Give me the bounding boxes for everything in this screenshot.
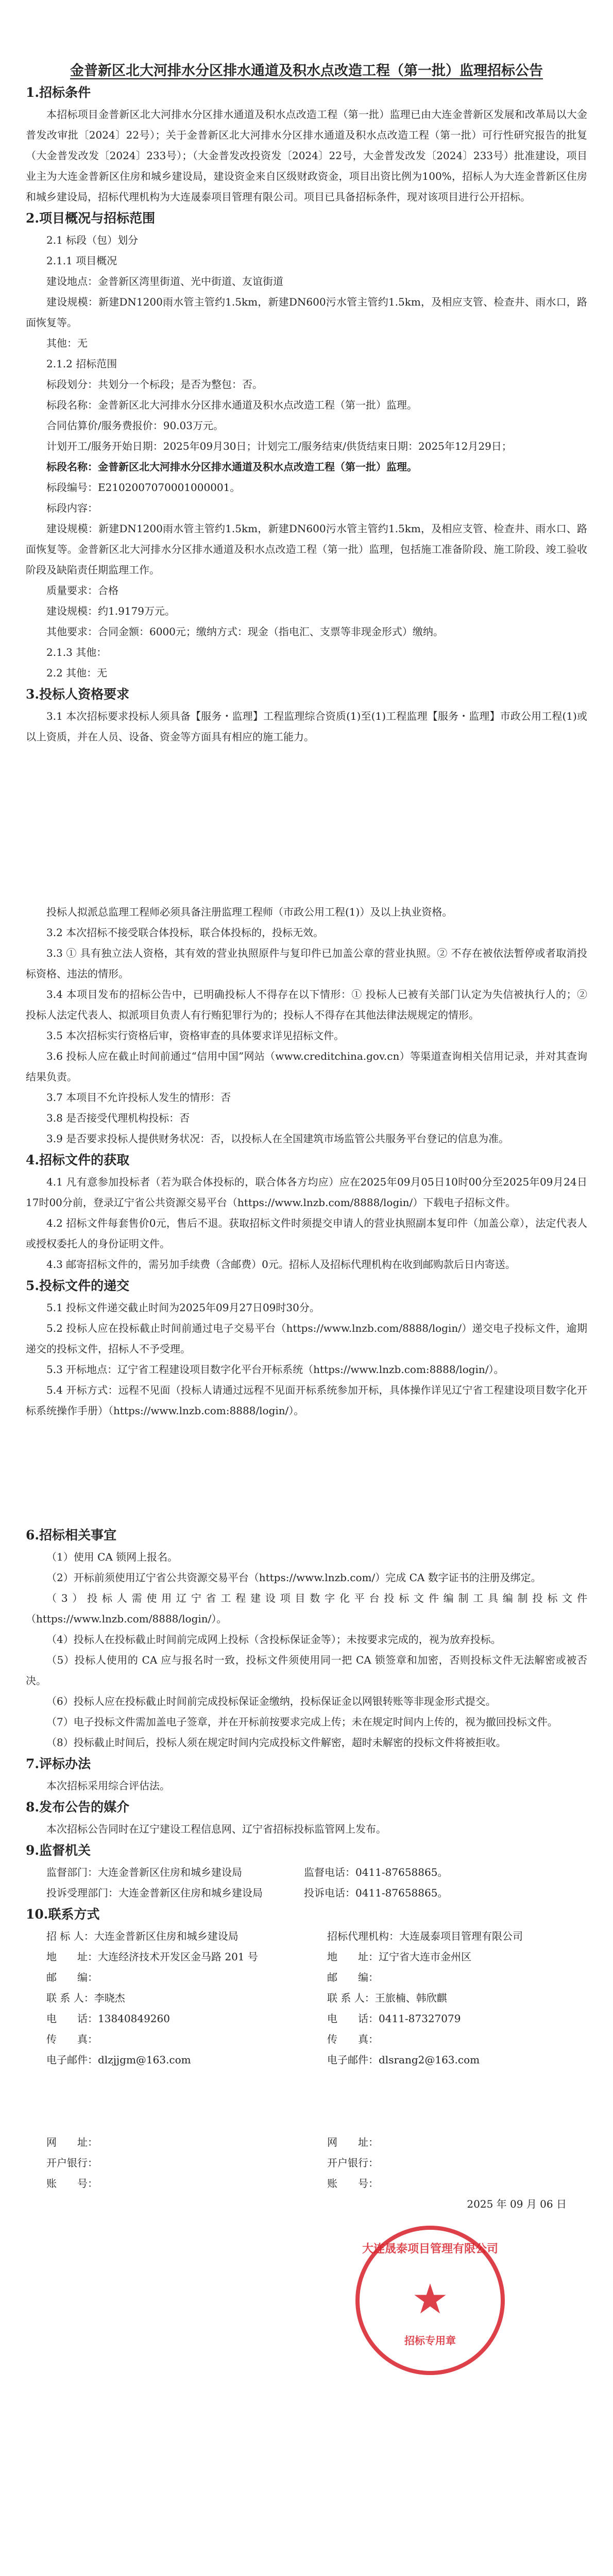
page-title: 金普新区北大河排水分区排水通道及积水点改造工程（第一批）监理招标公告	[70, 63, 543, 79]
s7-p1: 本次招标采用综合评估法。	[46, 1780, 170, 1792]
s2-section-name: 标段名称：金普新区北大河排水分区排水通道及积水点改造工程（第一批）监理。	[46, 399, 417, 411]
contact-grid	[26, 1926, 587, 2070]
s2-content: 标段内容：	[46, 502, 98, 514]
s3-p9: 3.8 是否接受代理机构投标：否	[46, 1112, 190, 1124]
s2-content-detail: 建设规模：新建DN1200雨水管主管约1.5km，新建DN600污水管主管约1.5km，及相应支管、检查井、雨水口、路面恢复等。金普新区北大河排水分区排水通道及积水点改造工程（第一批）监理，包括施工准备阶段、施工阶段、竣工验收阶段及缺陷责任期监理工作。	[26, 522, 587, 576]
section-1-heading: 1.招标条件	[26, 85, 91, 100]
contact-right-4: 电 话：0411-87327079	[327, 2012, 461, 2025]
s5-p2: 5.2 投标人应在投标截止时间前通过电子交易平台（https://www.lnzb.com/8888/login/）递交电子投标文件，逾期递交的投标文件，招标人不予受理。	[26, 1322, 587, 1355]
contact-bank-grid	[26, 2132, 587, 2194]
s3-p2: 投标人拟派总监理工程师必须具备注册监理工程师（市政公用工程(1)）及以上执业资格。	[46, 906, 453, 918]
s2-other-requirements: 其他要求：合同金额：6000元；缴纳方式：现金（指电汇、支票等非现金形式）缴纳。	[46, 625, 444, 638]
s2-period: 计划开工/服务开始日期：2025年09月30日；计划完工/服务结束/供货结束日期：2025年12月29日；	[46, 440, 512, 452]
s6-p7: （7）电子投标文件需加盖电子签章，并在开标前按要求完成上传；未在规定时间内上传的，视为撤回投标文件。	[46, 1716, 558, 1728]
s2-sub1-1: 2.1.1 项目概况	[46, 255, 117, 267]
s3-p1: 3.1 本次招标要求投标人须具备【服务・监理】工程监理综合资质(1)至(1)工程监理【服务・监理】市政公用工程(1)或以上资质，并在人员、设备、资金等方面具有相应的施工能力。	[26, 710, 587, 743]
s2-code: 标段编号：E2102007070001000001。	[46, 481, 241, 494]
s2-bold-section-name: 标段名称：金普新区北大河排水分区排水通道及积水点改造工程（第一批）监理。	[46, 461, 417, 473]
s5-p4: 5.4 开标方式：远程不见面（投标人请通过远程不见面开标系统参加开标，具体操作详见辽宁省工程建设项目数字化开标系统操作手册）（https://www.lnzb.com:8888/login/）。	[26, 1384, 587, 1417]
section-2-heading: 2.项目概况与招标范围	[26, 211, 156, 226]
s5-p1: 5.1 投标文件递交截止时间为2025年09月27日09时30分。	[46, 1301, 320, 1314]
contact-right-0: 招标代理机构：大连晟泰项目管理有限公司	[327, 1930, 523, 1942]
s9-p2: 投诉受理部门：大连金普新区住房和城乡建设局 投诉电话：0411-87658865。	[46, 1887, 448, 1899]
section-7-heading: 7.评标办法	[26, 1756, 91, 1771]
s6-p5: （5）投标人使用的 CA 应与报名时一致，投标文件须使用同一把 CA 锁签章和加密，否则投标文件无法解密或被否决。	[26, 1654, 587, 1687]
s4-p3: 4.3 邮寄招标文件的，需另加手续费（含邮费）0元。招标人及招标代理机构在收到邮购款后日内寄送。	[46, 1258, 516, 1270]
contact-right-5: 传 真：	[327, 2033, 379, 2045]
contact-right-3: 联 系 人：王旅楠、韩欣麒	[327, 1992, 447, 2004]
contact-account-right: 账 号：	[327, 2177, 379, 2190]
contact-left-3: 联 系 人：李晓杰	[46, 1992, 125, 2004]
contact-left-4: 电 话：13840849260	[46, 2012, 170, 2025]
s3-p4: 3.3 ① 具有独立法人资格，其有效的营业执照原件与复印件已加盖公章的营业执照。② 不存在被依法暂停或者取消投标资格、违法的情形。	[26, 947, 587, 980]
section-6-heading: 6.招标相关事宜	[26, 1528, 117, 1543]
s2-section-count: 标段划分：共划分一个标段；是否为整包：否。	[46, 378, 263, 391]
s6-p4: （4）投标人在投标截止时间前完成网上投标（含投标保证金等）；未按要求完成的，视为放弃投标。	[46, 1633, 501, 1646]
section-3-heading: 3.投标人资格要求	[26, 687, 130, 702]
section-5-heading: 5.投标文件的递交	[26, 1278, 130, 1293]
s2-price: 合同估算价/服务费报价：90.03万元。	[46, 419, 224, 432]
s5-p3: 5.3 开标地点：辽宁省工程建设项目数字化平台开标系统（https://www.lnzb.com:8888/login/）。	[46, 1363, 504, 1376]
s4-p1: 4.1 凡有意参加投标者（若为联合体投标的，联合体各方均应）应在2025年09月05日10时00分至2025年09月24日17时00分前，登录辽宁省公共资源交易平台（https://www.lnzb.com/8888/login/）下载电子招标文件。	[26, 1176, 587, 1209]
s4-p2: 4.2 招标文件每套售价0元，售后不退。获取招标文件时须提交申请人的营业执照副本复印件（加盖公章），法定代表人或授权委托人的身份证明文件。	[26, 1217, 587, 1250]
s2-location: 建设地点：金普新区湾里街道、光中街道、友谊街道	[46, 275, 283, 287]
contact-right-1: 地 址：辽宁省大连市金州区	[327, 1951, 471, 1963]
contact-bank: 开户银行：	[46, 2157, 98, 2169]
s8-p1: 本次招标公告同时在辽宁建设工程信息网、辽宁省招标投标监管网上发布。	[46, 1823, 386, 1835]
section-9-heading: 9.监督机关	[26, 1843, 91, 1858]
s3-p3: 3.2 本次招标不接受联合体投标，联合体投标的，投标无效。	[46, 926, 324, 939]
section-1-text: 本招标项目金普新区北大河排水分区排水通道及积水点改造工程（第一批）监理已由大连金普新区发展和改革局以大金普发改审批〔2024〕22号）；关于金普新区北大河排水分区排水通道及积水点改造工程（第一批）可行性研究报告的批复（大金普发改发〔2024〕233号）；（大金普发改投资发〔2024〕22号，大金普发改发〔2024〕233号）批准建设，项目业主为大连金普新区住房和城乡建设局，建设资金来自区级财政资金，项目出资比例为100%，招标人为大连金普新区住房和城乡建设局，招标代理机构为大连晟泰项目管理有限公司。项目已具备招标条件，现对该项目进行公开招标。	[26, 108, 587, 203]
s6-p1: （1）使用 CA 锁网上报名。	[46, 1551, 178, 1563]
s3-p5: 3.4 本项目发布的招标公告中，已明确投标人不得存在以下情形：① 投标人已被有关部门认定为失信被执行人的；② 投标人法定代表人、拟派项目负责人有行贿犯罪行为的；投标人不得存在其他法律法规规定的情形。	[26, 988, 587, 1021]
s2-scale: 建设规模：新建DN1200雨水管主管约1.5km，新建DN600污水管主管约1.5km，及相应支管、检查井、雨水口，路面恢复等。	[26, 296, 587, 329]
announcement	[26, 0, 587, 2214]
s9-p1: 监督部门：大连金普新区住房和城乡建设局 监督电话：0411-87658865。	[46, 1866, 448, 1878]
s6-p3: （3）投标人需使用辽宁省工程建设项目数字化平台投标文件编制工具编制投标文件（https://www.lnzb.com/8888/login/）。	[26, 1592, 587, 1625]
contact-bank-right: 开户银行：	[327, 2157, 379, 2169]
s6-p6: （6）投标人应在投标截止时间前完成投标保证金缴纳，投标保证金以网银转账等非现金形式提交。	[46, 1695, 496, 1707]
s3-p10: 3.9 是否要求投标人提供财务状况：否，以投标人在全国建筑市场监管公共服务平台登记的信息为准。	[46, 1132, 509, 1145]
s2-sub1: 2.1 标段（包）划分	[46, 234, 139, 246]
s2-quality: 质量要求：合格	[46, 584, 118, 597]
s6-p8: （8）投标截止时间后，投标人须在规定时间内完成投标文件解密，超时未解密的投标文件将被拒收。	[46, 1736, 506, 1749]
contact-left-6: 电子邮件：dlzjjgm@163.com	[46, 2054, 191, 2066]
contact-left-0: 招 标 人：大连金普新区住房和城乡建设局	[46, 1930, 239, 1942]
contact-left-5: 传 真：	[46, 2033, 98, 2045]
contact-left-1: 地 址：大连经济技术开发区金马路 201 号	[46, 1951, 258, 1963]
s2-other: 其他：无	[46, 337, 88, 349]
section-8-heading: 8.发布公告的媒介	[26, 1800, 130, 1815]
s6-p2: （2）开标前须使用辽宁省公共资源交易平台（https://www.lnzb.com/）完成 CA 数字证书的注册及绑定。	[46, 1571, 541, 1584]
publish-date: 2025 年 09 月 06 日	[467, 2198, 567, 2210]
seal-bottom-text: 招标专用章	[404, 2334, 456, 2347]
s3-p8: 3.7 本项目不允许投标人发生的情形：否	[46, 1091, 231, 1104]
s2-area: 建设规模：约1.9179万元。	[46, 605, 175, 617]
s3-p6: 3.5 本次招标实行资格后审，资格审查的具体要求详见招标文件。	[46, 1029, 345, 1042]
section-4-heading: 4.招标文件的获取	[26, 1153, 130, 1167]
s2-sub3: 2.2 其他：无	[46, 667, 108, 679]
s2-sub2: 2.1.3 其他：	[46, 646, 107, 658]
seal-ring-text: 大连晟泰项目管理有限公司	[362, 2242, 498, 2256]
section-10-heading: 10.联系方式	[26, 1907, 100, 1922]
s2-sub1-2: 2.1.2 招标范围	[46, 358, 117, 370]
contact-right-6: 电子邮件：dlsrang2@163.com	[327, 2054, 480, 2066]
contact-account: 账 号：	[46, 2177, 98, 2190]
company-seal	[355, 2226, 505, 2375]
contact-right-2: 邮 编：	[327, 1971, 379, 1984]
contact-web: 网 址：	[46, 2136, 98, 2148]
s3-p7: 3.6 投标人应在截止时间前通过“信用中国”网站（www.creditchina.gov.cn）等渠道查询相关信用记录，并对其查询结果负责。	[26, 1050, 587, 1083]
contact-web-right: 网 址：	[327, 2136, 379, 2148]
seal-star-icon: ★	[412, 2275, 449, 2323]
contact-left-2: 邮 编：	[46, 1971, 98, 1984]
